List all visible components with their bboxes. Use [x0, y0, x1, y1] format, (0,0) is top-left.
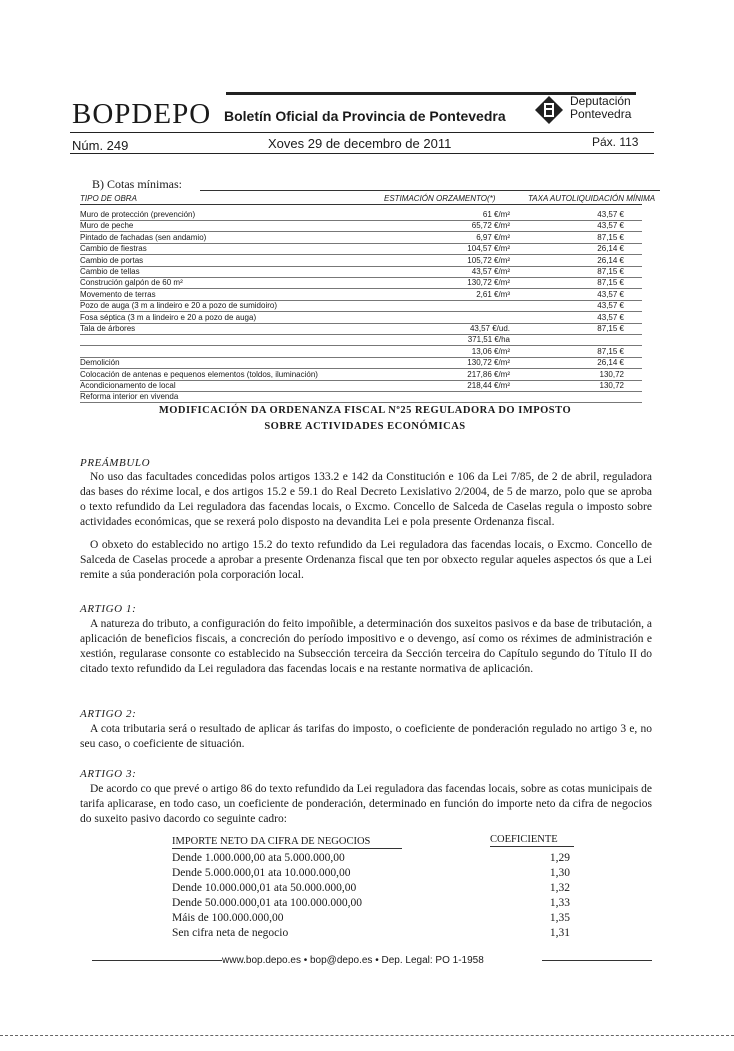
artigo-3-heading: ARTIGO 3:: [80, 768, 137, 780]
cotas-row-estimate: 130,72 €/m²: [467, 278, 510, 288]
coef-row-range: Dende 10.000.000,01 ata 50.000.000,00: [172, 882, 357, 894]
header-rule: [70, 132, 654, 133]
cotas-row-type: Muro de peche: [80, 221, 134, 231]
coef-row-range: Sen cifra neta de negocio: [172, 927, 289, 939]
coef-row-range: Dende 5.000.000,01 ata 10.000.000,00: [172, 867, 351, 879]
cotas-row-tax: 87,15 €: [597, 267, 624, 276]
coef-col-coef-header: COEFICIENTE: [490, 834, 558, 845]
artigo-1-paragraph: A natureza do tributo, a configuración do feito impoñible, a determinación dos suxeitos pasivos e da base de tributación, a aplicación de beneficios fiscais, a concreción do período impositivo e o devengo, así como os réximes de administración e xestión, regularase consonte co establecido na Subsección terceira da Sección terceira do Capítulo segundo do Título II do citado texto refundido da Lei reguladora das facendas locais e na restante normativa de aplicación.: [80, 618, 652, 675]
coef-row-value: 1,33: [549, 897, 570, 909]
cotas-row-type: Construción galpón de 60 m²: [80, 278, 183, 288]
cotas-row-tax: 43,57 €: [597, 221, 624, 231]
cotas-row-type: Fosa séptica (3 m a lindeiro e 20 a pozo de auga): [80, 312, 257, 322]
bopdepo-logo: BOPDEPO: [72, 98, 212, 130]
cotas-row-tax: 43,57 €: [597, 289, 624, 299]
cotas-row-type: Acondicionamento de local: [80, 381, 176, 390]
col-estimate-header: ESTIMACIÓN ORZAMENTO(*): [384, 194, 496, 203]
cotas-row-estimate: 371,51 €/ha: [467, 335, 510, 345]
cotas-row-tax: 26,14 €: [597, 244, 624, 254]
cotas-row-estimate: 105,72 €/m²: [467, 255, 510, 265]
cotas-row-estimate: 43,57 €/m²: [471, 267, 510, 276]
cotas-row-estimate: 218,44 €/m²: [467, 381, 510, 390]
cotas-row-type: Cambio de fiestras: [80, 244, 147, 254]
coef-row-value: 1,35: [549, 912, 570, 924]
cotas-row-tax: 130,72: [599, 369, 624, 379]
preambulo-paragraph-2: O obxeto do establecido no artigo 15.2 do texto refundido da Lei reguladora das facendas locais, o Excmo. Concello de Salceda de Caselas procede a aprobar a presente Ordenanza fiscal que ten por obxecto regular aqueles aspectos ós que a Lei remite a súa ponderación pola corporación local.: [80, 539, 652, 581]
footer-rule-left: [92, 960, 222, 961]
artigo-1-heading: ARTIGO 1:: [80, 603, 137, 615]
coef-row-range: Máis de 100.000.000,00: [172, 912, 284, 924]
cotas-row-estimate: 2,61 €/m³: [476, 289, 510, 299]
coef-row-range: Dende 50.000.000,01 ata 100.000.000,00: [172, 897, 363, 909]
cotas-title: B) Cotas mínimas:: [92, 177, 182, 191]
cotas-row-type: Tala de árbores: [80, 324, 136, 333]
preambulo-heading: PREÁMBULO: [80, 457, 151, 469]
table-header-rule: [80, 204, 642, 205]
cotas-row-rule: [80, 254, 642, 255]
cotas-row-type: Colocación de antenas e pequenos elementos (toldos, iluminación): [80, 369, 318, 379]
footer-text: www.bop.depo.es • bop@depo.es • Dep. Legal: PO 1-1958: [222, 955, 484, 966]
issuer-line2: Pontevedra: [570, 107, 632, 121]
artigo-2-paragraph: A cota tributaria será o resultado de aplicar ás tarifas do imposto, o coeficiente de ponderación regulado no artigo 3 e, no seu caso, o coeficiente de situación.: [80, 723, 652, 750]
cotas-row-rule: [80, 288, 642, 289]
issuer-name: [570, 95, 631, 121]
coef-row-value: 1,29: [549, 852, 570, 864]
cotas-row-type: Cambio de tellas: [80, 267, 140, 276]
ordinance-subtitle: SOBRE ACTIVIDADES ECONÓMICAS: [264, 421, 466, 432]
issuer-line1: Deputación: [570, 94, 631, 108]
bulletin-title: Boletín Oficial da Provincia de Pontevedra: [224, 108, 506, 124]
cotas-row-type: Cambio de portas: [80, 255, 144, 265]
cotas-row-rule: [80, 402, 642, 403]
cotas-row-type: Movemento de terras: [80, 289, 156, 299]
coef-row-value: 1,30: [549, 867, 570, 879]
coef-row-range: Dende 1.000.000,00 ata 5.000.000,00: [172, 852, 345, 864]
col-type-header: TIPO DE OBRA: [80, 194, 137, 203]
cotas-row-type: Reforma interior en vivenda: [80, 392, 179, 402]
cotas-row-rule: [80, 243, 642, 244]
cotas-row-estimate: 217,86 €/m²: [467, 369, 510, 379]
table-rule: [200, 190, 660, 191]
col-tax-header: TAXA AUTOLIQUIDACIÓN MÍNIMA: [528, 194, 656, 203]
cotas-row-tax: 87,15 €: [597, 232, 624, 242]
cotas-row-tax: 87,15 €: [597, 346, 624, 356]
cotas-row-estimate: 65,72 €/m²: [471, 221, 510, 231]
footer-rule-right: [542, 960, 652, 961]
cotas-row-estimate: 13,06 €/m²: [471, 346, 510, 356]
cotas-row-tax: 130,72: [599, 381, 624, 390]
cotas-row-tax: 87,15 €: [597, 324, 624, 333]
cotas-row-rule: [80, 345, 642, 346]
cotas-row-rule: [80, 266, 642, 267]
cotas-row-type: Pintado de fachadas (sen andamio): [80, 232, 207, 242]
artigo-2-heading: ARTIGO 2:: [80, 708, 137, 720]
cotas-row-rule: [80, 334, 642, 335]
cotas-row-type: Muro de protección (prevención): [80, 210, 196, 219]
cotas-row-tax: 26,14 €: [597, 255, 624, 265]
coef-col-import-header: IMPORTE NETO DA CIFRA DE NEGOCIOS: [172, 836, 371, 847]
artigo-3-paragraph: De acordo co que prevé o artigo 86 do texto refundido da Lei reguladora das facendas locais, sobre as cotas municipais de tarifa aplicarase, en todo caso, un coeficiente de ponderación, determinado en función do importe neto da cifra de negocios do suxeito pasivo dacordo co seguinte cadro:: [80, 783, 652, 825]
cotas-row-type: Pozo de auga (3 m a lindeiro e 20 a pozo de sumidoiro): [80, 301, 278, 311]
cotas-row-rule: [80, 220, 642, 221]
cotas-row-tax: 43,57 €: [597, 312, 624, 322]
coef-header-rule-right: [490, 846, 574, 847]
deputacion-crest-icon: [534, 95, 564, 125]
ordinance-title: MODIFICACIÓN DA ORDENANZA FISCAL Nº25 REGULADORA DO IMPOSTO: [158, 405, 572, 416]
coef-header-rule-left: [172, 848, 402, 849]
cotas-row-estimate: 104,57 €/m²: [467, 244, 510, 254]
coef-row-value: 1,32: [549, 882, 570, 894]
page-bottom-rule: [0, 1035, 734, 1036]
page-number: Páx. 113: [592, 135, 639, 149]
cotas-row-tax: 43,57 €: [597, 301, 624, 311]
cotas-row-tax: 87,15 €: [597, 278, 624, 288]
issue-date: Xoves 29 de decembro de 2011: [268, 136, 452, 151]
cotas-row-estimate: 61 €/m²: [482, 210, 510, 219]
issue-number: Núm. 249: [72, 138, 129, 153]
preambulo-paragraph-1: No uso das facultades concedidas polos artigos 133.2 e 142 da Constitución e 106 da Lei 7/85, de 2 de abril, reguladora das bases do réxime local, e dos artigos 15.2 e 59.1 do Real Decreto Lexislativo 2/2004, de 5 de marzo, polo que se aproba o texto refundido da Lei reguladora das facendas locais, o Excmo. Concello de Salceda de Caselas regula o imposto sobre actividades económicas, que se rexerá polo disposto na devandita Lei e pola presente Ordenanza fiscal.: [80, 471, 652, 528]
header-rule-bottom: [70, 153, 654, 154]
cotas-row-tax: 43,57 €: [597, 210, 624, 219]
cotas-row-rule: [80, 357, 642, 358]
cotas-row-tax: 26,14 €: [597, 358, 624, 368]
cotas-row-estimate: 43,57 €/ud.: [469, 324, 510, 333]
coef-row-value: 1,31: [549, 927, 570, 939]
cotas-row-estimate: 130,72 €/m²: [467, 358, 510, 368]
cotas-row-estimate: 6,97 €/m²: [476, 232, 510, 242]
cotas-row-type: Demolición: [80, 358, 120, 368]
cotas-row-rule: [80, 323, 642, 324]
